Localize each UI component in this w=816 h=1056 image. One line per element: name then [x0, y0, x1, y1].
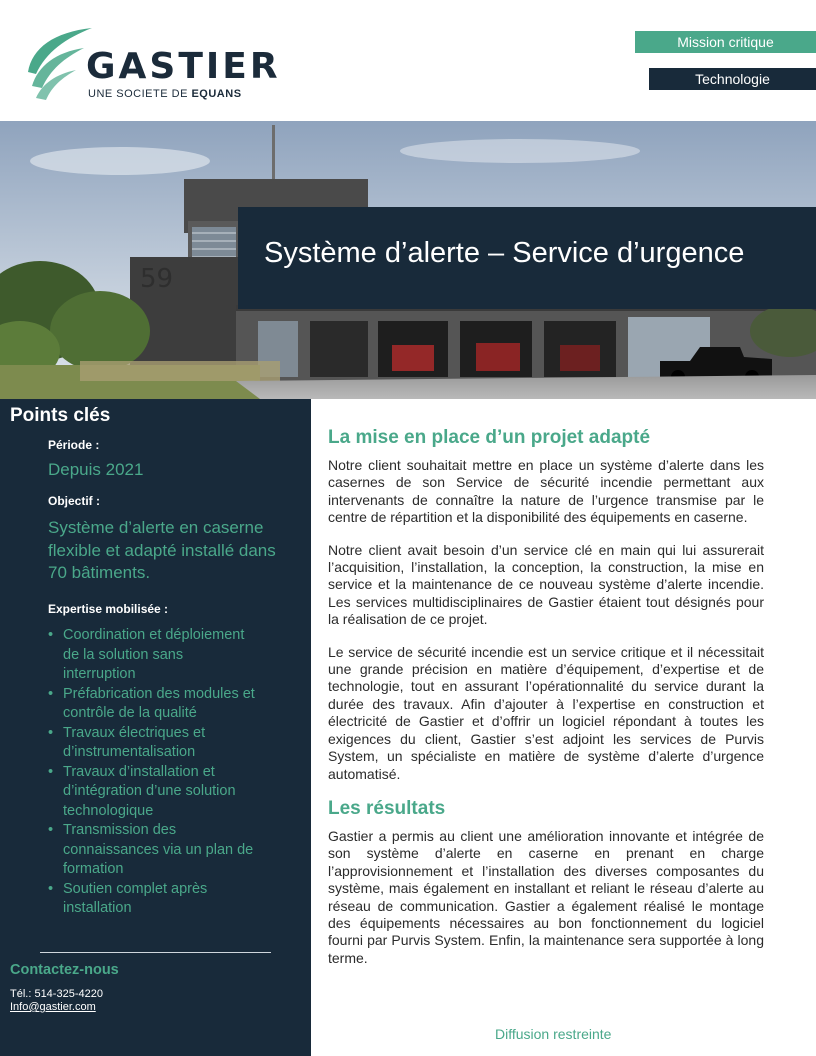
paragraph: Notre client avait besoin d’un service clé en main qui lui assurerait l’acquisition, l’installation, la conception, la construction, la mise en service et la maintenance de ce nouveau système d’alerte incendie. Les services multidisciplinaires de Gastier étaient tout désignés pour la réalisation de ce projet. [328, 541, 764, 628]
building-number: 59 [140, 264, 174, 294]
list-item: • Soutien complet après installation [48, 880, 258, 919]
paragraph: Notre client souhaitait mettre en place un système d’alerte dans les casernes de son Service de sécurité incendie permettant aux intervenants de connaître la nature de l’urgence transmise par le centre de répartition et la disponibilité des équipements en caserne. [328, 457, 764, 526]
section-title-project: La mise en place d’un projet adapté [328, 427, 651, 448]
list-item: • Travaux d’installation et d’intégration d’une solution technologique [48, 763, 258, 822]
brand-name: GASTIER [86, 46, 281, 87]
list-item: • Transmission des connaissances via un plan de formation [48, 821, 258, 880]
expertise-label: Expertise mobilisée : [48, 602, 169, 616]
results-paragraph: Gastier a permis au client une amélioration innovante et intégrée de son système d’alerte en caserne en prenant en charge l’approvisionnement et l’installation des diverses composantes du système, mais également en installant et reliant le réseau d’alerte au réseau de communication. Gastier a également réalisé le montage des équipements nécessaires au bon fonctionnement du logiciel fourni par Purvis System. Enfin, la maintenance sera supportée à long terme. [328, 827, 764, 966]
mission-critique-tag: Mission critique [635, 31, 816, 53]
period-value: Depuis 2021 [48, 460, 144, 479]
section-title-results: Les résultats [328, 797, 446, 819]
page-title: Système d’alerte – Service d’urgence [264, 237, 745, 269]
contact-title: Contactez-nous [10, 962, 119, 978]
expertise-list [48, 626, 258, 919]
list-item: • Préfabrication des modules et contrôle de la qualité [48, 685, 258, 724]
paragraph: Le service de sécurité incendie est un service critique et il nécessitait une grande précision en matière d’équipement, d’expertise et de technologie, tout en assurant l’opérationnalité du service durant la durée des travaux. Afin d’ajouter à l’expertise en construction et électricité de Gastier et d’offrir un logiciel répondant à toutes les exigences du client, Gastier s’est adjoint les services de Purvis System, un spécialiste en matière de système d’alerte d’urgence automatisé. [328, 643, 764, 782]
phone-number: Tél.: 514-325-4220 [10, 988, 103, 1000]
divider [40, 952, 271, 953]
objective-label: Objectif : [48, 494, 101, 508]
distribution-note: Diffusion restreinte [495, 1026, 612, 1042]
list-item: • Coordination et déploiement de la solution sans interruption [48, 626, 258, 685]
gastier-swoosh-icon [22, 26, 92, 102]
key-points-sidebar [0, 399, 311, 1056]
hero-title-panel [238, 207, 816, 309]
key-points-title: Points clés [10, 405, 111, 426]
period-label: Période : [48, 438, 100, 452]
gastier-logo [22, 26, 322, 106]
list-item: • Travaux électriques et d’instrumentalisation [48, 724, 258, 763]
hero-banner [0, 121, 816, 399]
tagline-prefix: UNE SOCIETE DE [88, 88, 192, 100]
email-link[interactable]: Info@gastier.com [10, 1001, 96, 1013]
tagline-brand: EQUANS [191, 88, 242, 100]
main-content [328, 427, 764, 982]
brand-tagline [88, 88, 242, 100]
objective-value: Système d’alerte en caserne flexible et adapté installé dans 70 bâtiments. [48, 518, 276, 582]
technologie-tag: Technologie [649, 68, 816, 90]
